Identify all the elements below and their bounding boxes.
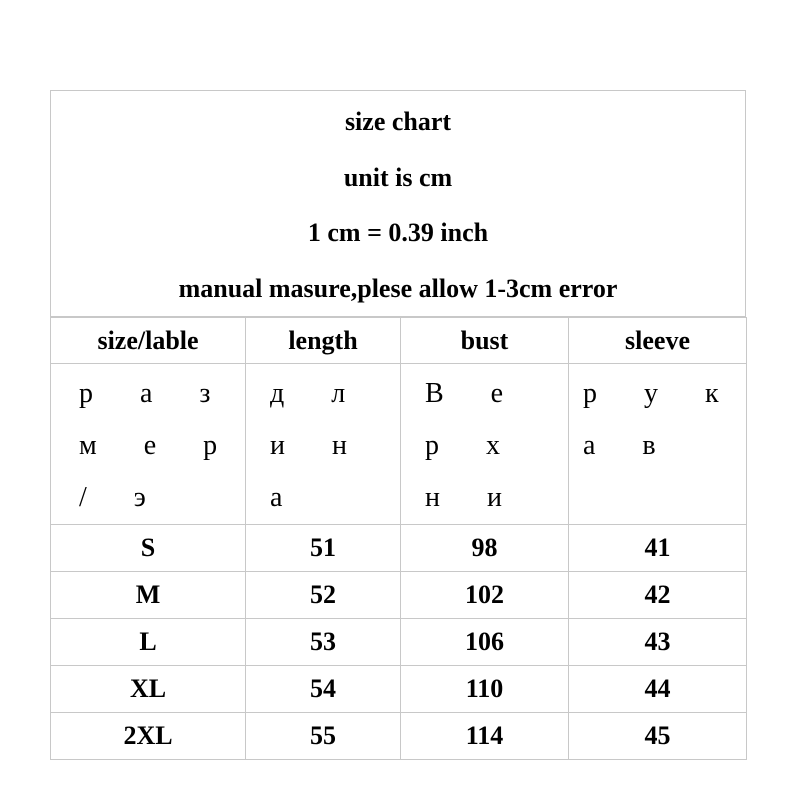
size-cell: S [51, 525, 246, 572]
header-row-russian [51, 364, 747, 525]
column-header-size-ru: р а з м е р / э [51, 364, 246, 525]
table-row [51, 572, 747, 619]
size-cell: XL [51, 666, 246, 713]
column-header-sleeve: sleeve [569, 318, 747, 364]
column-header-length: length [246, 318, 401, 364]
size-chart-header [50, 90, 746, 317]
sleeve-cell: 42 [569, 572, 747, 619]
size-cell: 2XL [51, 713, 246, 760]
length-cell: 53 [246, 619, 401, 666]
bust-cell: 102 [401, 572, 569, 619]
size-table [50, 317, 747, 760]
size-cell: L [51, 619, 246, 666]
column-header-size: size/lable [51, 318, 246, 364]
sleeve-cell: 44 [569, 666, 747, 713]
unit-note: unit is cm [343, 163, 453, 192]
column-header-length-ru: д л и н а [246, 364, 401, 525]
header-row-english [51, 318, 747, 364]
sleeve-cell: 43 [569, 619, 747, 666]
sleeve-cell: 45 [569, 713, 747, 760]
column-header-bust: bust [401, 318, 569, 364]
column-header-bust-ru: В е р х н и [401, 364, 569, 525]
size-chart [50, 90, 746, 760]
bust-cell: 98 [401, 525, 569, 572]
conversion-note: 1 cm = 0.39 inch [307, 218, 489, 247]
length-cell: 55 [246, 713, 401, 760]
column-header-sleeve-ru: р у к а в [569, 364, 747, 525]
table-row [51, 666, 747, 713]
table-row [51, 713, 747, 760]
length-cell: 51 [246, 525, 401, 572]
bust-cell: 110 [401, 666, 569, 713]
sleeve-cell: 41 [569, 525, 747, 572]
bust-cell: 114 [401, 713, 569, 760]
length-cell: 54 [246, 666, 401, 713]
error-note: manual masure,plese allow 1-3cm error [178, 274, 618, 303]
length-cell: 52 [246, 572, 401, 619]
bust-cell: 106 [401, 619, 569, 666]
table-row [51, 525, 747, 572]
table-row [51, 619, 747, 666]
chart-title: size chart [344, 107, 452, 136]
size-cell: M [51, 572, 246, 619]
